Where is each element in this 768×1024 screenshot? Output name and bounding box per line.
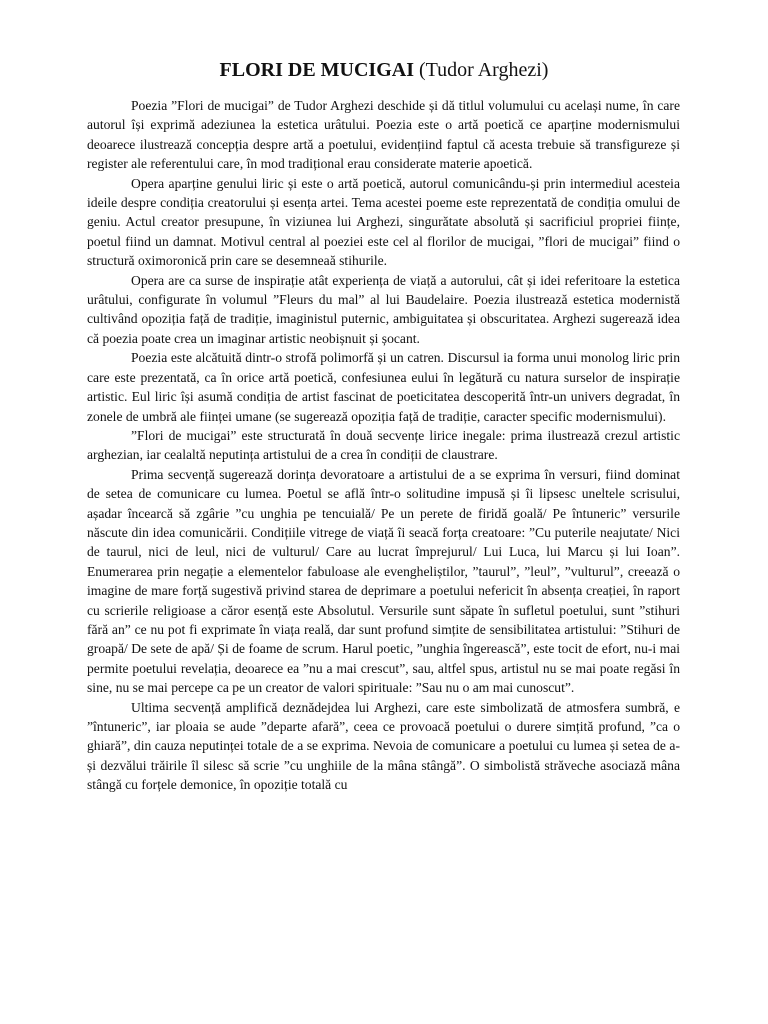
paragraph: ”Flori de mucigai” este structurată în două secvențe lirice inegale: prima ilustrează crezul artistic arghezian, iar cealaltă neputința artistului de a crea în condiții de claustrare.	[87, 427, 680, 463]
paragraph: Opera aparține genului liric și este o artă poetică, autorul comunicându-și prin intermediul acesteia ideile despre condiția creatorului și esența artei. Tema acestei poeme este reprezentată de condiția omului de geniu. Actul creator presupune, în viziunea lui Arghezi, singurătate absolută și sacrificiul propriei ființe, poetul fiind un damnat. Motivul central al poeziei este cel al florilor de mucigai, ”flori de mucigai” fiind o structură oximoronică prin care se desemneaă stihurile.	[87, 175, 680, 269]
document-title	[0, 57, 768, 83]
paragraph: Poezia ”Flori de mucigai” de Tudor Arghezi deschide și dă titlul volumului cu același nume, în care autorul își exprimă adeziunea la estetica urâtului. Poezia este o artă poetică ce aparține modernismului deoarece ilustrează concepția despre artă a poetului, evidențiind faptul că acesta trebuie să transfigureze și register ale referentului care, în mod tradițional erau considerate materie apoetică.	[87, 98, 680, 172]
title-text: FLORI DE MUCIGAI	[219, 59, 414, 81]
author-text: (Tudor Arghezi)	[419, 59, 549, 81]
paragraph: Ultima secvență amplifică deznădejdea lui Arghezi, care este simbolizată de atmosfera sumbră, e ”întuneric”, iar ploaia se aude ”departe afară”, ceea ce provoacă poetului o durere simțită profund, ”ca o ghiară”, din cauza neputinței totale de a se exprima. Nevoia de comunicare a poetului cu lumea și setea de a-și dezvălui trăirile îl silesc să scrie ”cu unghiile de la mâna stângă”. O simbolistă străveche asociază mâna stângă cu forțele demonice, în opoziție totală cu	[87, 699, 680, 793]
document-body	[87, 96, 680, 795]
paragraph: Prima secvență sugerează dorința devoratoare a artistului de a se exprima în versuri, fiind dominat de setea de comunicare cu lumea. Poetul se află într-o solitudine impusă și îi lipsesc uneltele scrisului, așadar încearcă să zgârie ”cu unghia pe tencuială/ Pe un perete de firidă goală/ Pe întuneric” versurile născute din idea comunicării. Condițiile vitrege de viață îi seacă forța creatoare: ”Cu puterile neajutate/ Nici de taurul, nici de leul, nici de vulturul/ Care au lucrat împrejurul/ Lui Luca, lui Marcu și lui Ioan”. Enumerarea prin negație a elementelor fabuloase ale evengheliștilor, ”taurul”, ”leul”, ”vulturul”, creează o imagine de mare forță sugestivă privind starea de deprimare a poetului nefericit în absența creației, în raport cu scrierile religioase a căror esență este Absolutul. Versurile sunt săpate în sufletul poetului, sunt ”stihuri fără an” ce nu pot fi exprimate în viața reală, dar sunt profund simțite de sensibilitatea artistului: ”Stihuri de groapă/ De sete de apă/ Și de foame de scrum. Harul poetic, ”unghia îngerească”, este tocit de efort, nu-i mai permite poetului revelația, deoarece ea ”nu a mai crescut”, sau, altfel spus, artistul nu se mai poate regăsi în sine, nu se mai percepe ca pe un creator de valori spirituale: ”Sau nu o am mai cunoscut”.	[87, 466, 680, 696]
paragraph: Opera are ca surse de inspirație atât experiența de viață a autorului, cât și idei referitoare la estetica urâtului, configurate în volumul ”Fleurs du mal” al lui Baudelaire. Poezia ilustrează estetica modernistă cultivând opoziția față de tradiție, imaginistul puternic, ambiguitatea și obscuritatea. Arghezi sugerează idea că poezia poate crea un imaginar artistic neobișnuit și șocant.	[87, 272, 680, 346]
paragraph: Poezia este alcătuită dintr-o strofă polimorfă și un catren. Discursul ia forma unui monolog liric prin care este prezentată, ca în orice artă poetică, confesiunea eului în legătură cu natura surselor de inspirație artistic. Eul liric își asumă condiția de artist fascinat de poeticitatea descoperită într-un univers degradat, în zonele de umbră ale ființei umane (se sugerează opoziția față de tradiție, caracter specific modernismului).	[87, 350, 680, 424]
